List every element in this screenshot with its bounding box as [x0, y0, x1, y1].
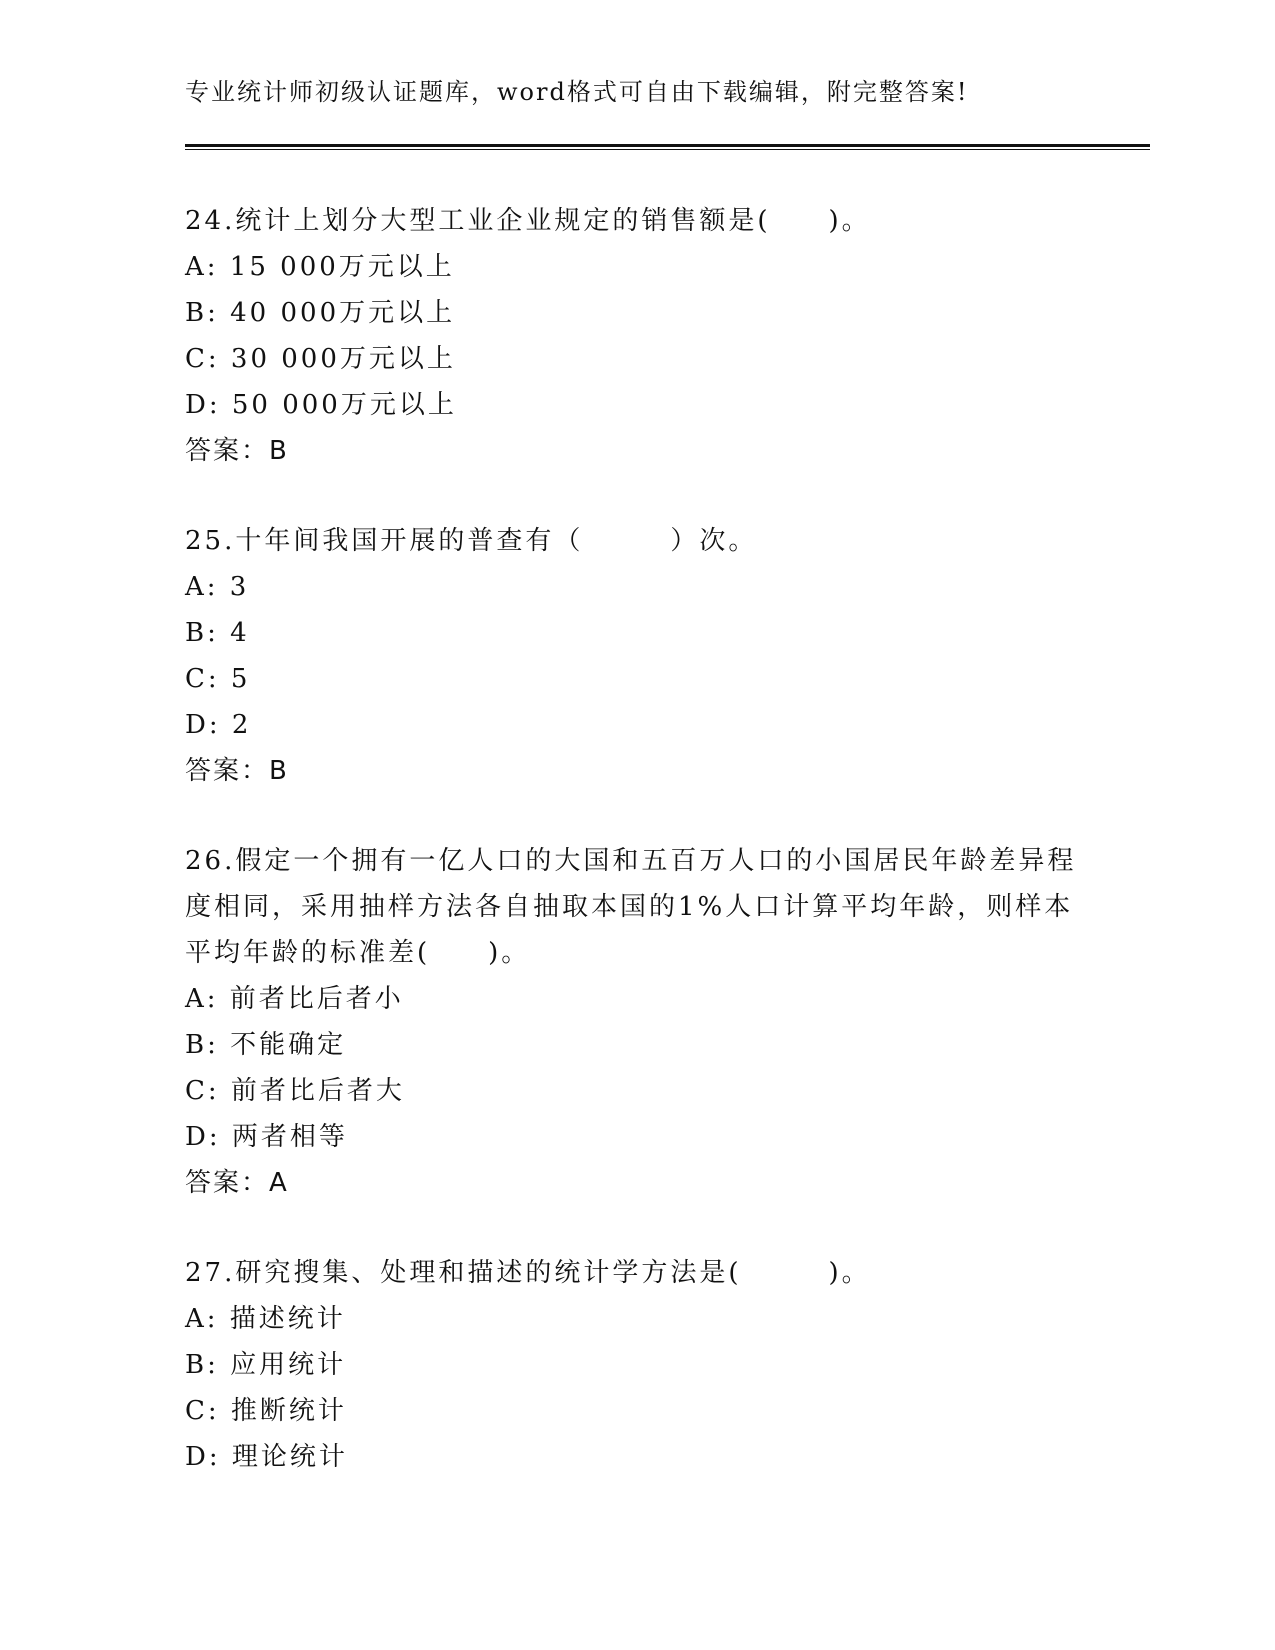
answer: 答案：B — [185, 756, 289, 786]
option-d: D: 2 — [185, 710, 252, 740]
option-a: A: 前者比后者小 — [185, 984, 404, 1014]
option-b: B: 4 — [185, 618, 250, 648]
answer: 答案：B — [185, 436, 289, 466]
option-b: B: 不能确定 — [185, 1030, 347, 1060]
question-text: 24.统计上划分大型工业企业规定的销售额是( )。 — [185, 206, 871, 236]
option-d: D: 50 000万元以上 — [185, 390, 457, 420]
question-27 — [185, 1250, 1085, 1480]
question-26 — [185, 838, 1085, 1206]
option-b: B: 应用统计 — [185, 1350, 347, 1380]
option-c: C: 推断统计 — [185, 1396, 347, 1426]
question-text: 25.十年间我国开展的普查有（ ）次。 — [185, 526, 758, 556]
option-a: A: 15 000万元以上 — [185, 252, 455, 282]
question-text-line-2: 度相同，采用抽样方法各自抽取本国的1%人口计算平均年龄，则样本 — [185, 892, 1074, 922]
question-text-line-3: 平均年龄的标准差( )。 — [185, 938, 531, 968]
answer: 答案：A — [185, 1168, 289, 1198]
option-d: D: 理论统计 — [185, 1442, 348, 1472]
question-25 — [185, 518, 1085, 794]
option-b: B: 40 000万元以上 — [185, 298, 456, 328]
question-text-line-1: 26.假定一个拥有一亿人口的大国和五百万人口的小国居民年龄差异程 — [185, 846, 1077, 876]
header-divider — [185, 144, 1150, 150]
option-a: A: 描述统计 — [185, 1304, 346, 1334]
option-a: A: 3 — [185, 572, 250, 602]
option-c: C: 30 000万元以上 — [185, 344, 456, 374]
option-c: C: 前者比后者大 — [185, 1076, 405, 1106]
question-24 — [185, 198, 1085, 474]
option-c: C: 5 — [185, 664, 251, 694]
option-d: D: 两者相等 — [185, 1122, 348, 1152]
page-header: 专业统计师初级认证题库，word格式可自由下载编辑，附完整答案! — [185, 78, 969, 106]
question-list — [185, 198, 1085, 1480]
question-text: 27.研究搜集、处理和描述的统计学方法是( )。 — [185, 1258, 871, 1288]
